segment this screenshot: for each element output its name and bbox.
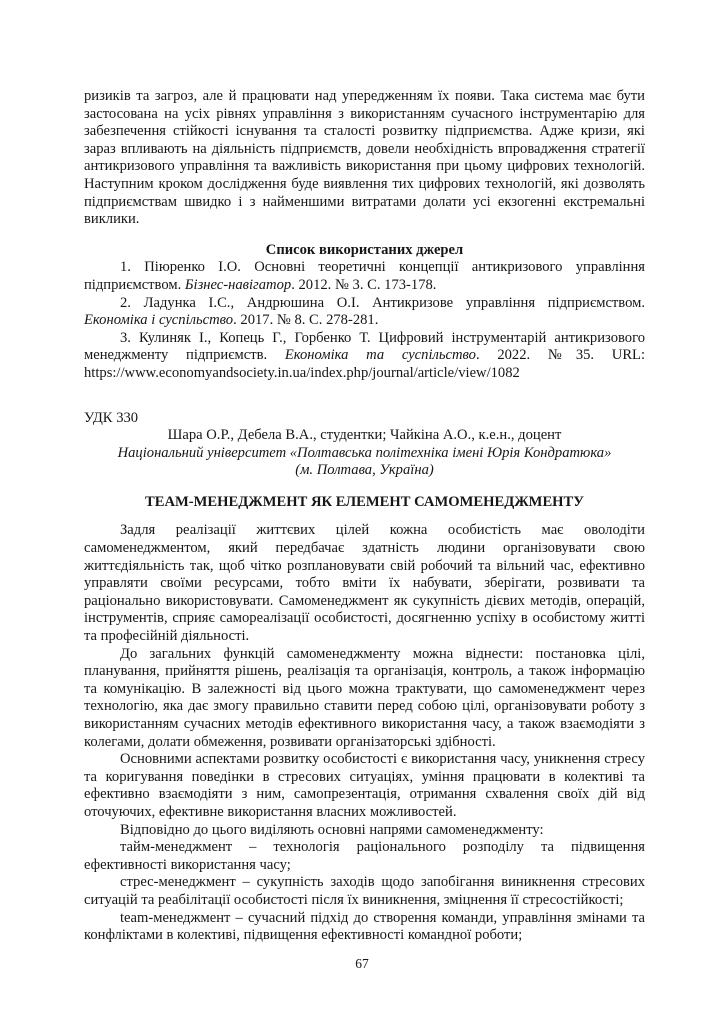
body-paragraph: Задля реалізації життєвих цілей кожна особистість має оволодіти самоменеджментом, який передбачає здатність людини організовувати свою життєдіяльність так, щоб чітко розплановувати свій робочий та вільний час, ефективно управляти своїми ресурсами, тобто вміти їх набувати, зберігати, розвивати та раціонально використовувати. Самоменеджмент як сукупність дієвих методів, операцій, інструментів, сприяє самореалізації особистості, досягненню успіху в особистому житті та професійній діяльності. — [84, 522, 645, 645]
affiliation-line: Національний університет «Полтавська політехніка імені Юрія Кондратюка» — [117, 444, 612, 461]
reference-text: . 2022. №35. URL: https://www.economyandsociety.in.ua/index.php/journal/article/view/1082 — [84, 347, 646, 381]
reference-item — [84, 295, 645, 330]
reference-text: . 2017. № 8. С. 278-281. — [233, 312, 379, 329]
page-number: 67 — [355, 956, 369, 971]
udc-label: УДК 330 — [84, 409, 139, 426]
reference-text: 1. Піюренко І.О. Основні теоретичні концепції антикризового управління підприємством. — [84, 259, 645, 293]
page-content — [84, 88, 645, 945]
body-paragraph: Відповідно до цього виділяють основні напрями самоменеджменту: — [120, 821, 544, 838]
reference-text: 3. Кулиняк І., Копець Г., Горбенко Т. Цифровий інструментарій антикризового менеджменту підприємств. — [84, 329, 645, 364]
reference-item — [84, 259, 645, 294]
body-paragraph: До загальних функцій самоменеджменту можна віднести: постановка цілі, планування, прийняття рішень, реалізація та організація, контроль, а також інформацію та комунікацію. В залежності від цього можна трактувати, що самоменеджмент через технологію, яка дає змогу правильно ставити перед собою цілі, організовувати роботу з використанням сучасних методів ефективного використання часу, а також взаємодіяти з колегами, долати обмеження, розвивати організаторські здібності. — [84, 645, 645, 750]
reference-item — [84, 330, 645, 383]
authors-line: Шара О.Р., Дебела В.А., студентки; Чайкіна А.О., к.е.н., доцент — [167, 427, 562, 444]
references-heading: Список використаних джерел — [265, 241, 464, 258]
location-line: (м. Полтава, Україна) — [295, 462, 434, 479]
continuation-paragraph: ризиків та загроз, але й працювати над упередженням їх появи. Така система має бути застосована на усіх рівнях управління з використанням сучасного інструментарію для забезпечення стійкості існування та сталості розвитку підприємства. Адже кризи, які зараз впливають на діяльність підприємств, довели необхідність впровадження стратегії антикризового управління та важливість використання при цьому цифрових технологій. Наступним кроком дослідження буде виявлення тих цифрових технологій, які дозволять підприємствам швидко і з найменшими витратами долати усі екзогенні екстремальні виклики. — [84, 88, 645, 228]
reference-source: Економіка і суспільство — [84, 312, 234, 329]
body-paragraph: Основними аспектами розвитку особистості є використання часу, уникнення стресу та коригування поведінки в стресових ситуаціях, уміння працювати в колективі та ефективно взаємодіяти з ним, самопрезентація, отримання схвалення своїх дій від оточуючих, ефективне використання власних можливостей. — [84, 751, 645, 820]
body-paragraph: тайм-менеджмент – технологія раціонального розподілу та підвищення ефективності використання часу; — [84, 839, 645, 873]
reference-text: 2. Ладунка І.С., Андрюшина О.І. Антикризове управління підприємством. — [120, 294, 645, 311]
body-paragraph: стрес-менеджмент – сукупність заходів щодо запобігання виникнення стресових ситуацій та реабілітації особистості після їх виникнення, зміцнення її стресостійкості; — [84, 874, 645, 908]
body-paragraph: team-менеджмент – сучасний підхід до створення команди, управління змінами та конфліктами в колективі, підвищення ефективності командної роботи; — [84, 909, 645, 944]
reference-source: Економіка та суспільство — [284, 347, 476, 364]
reference-source: Бізнес-навігатор — [184, 276, 292, 293]
article-title: ТЕАМ-МЕНЕДЖМЕНТ ЯК ЕЛЕМЕНТ САМОМЕНЕДЖМЕНТУ — [145, 493, 584, 510]
reference-text: . 2012. № 3. С. 173-178. — [291, 276, 437, 293]
